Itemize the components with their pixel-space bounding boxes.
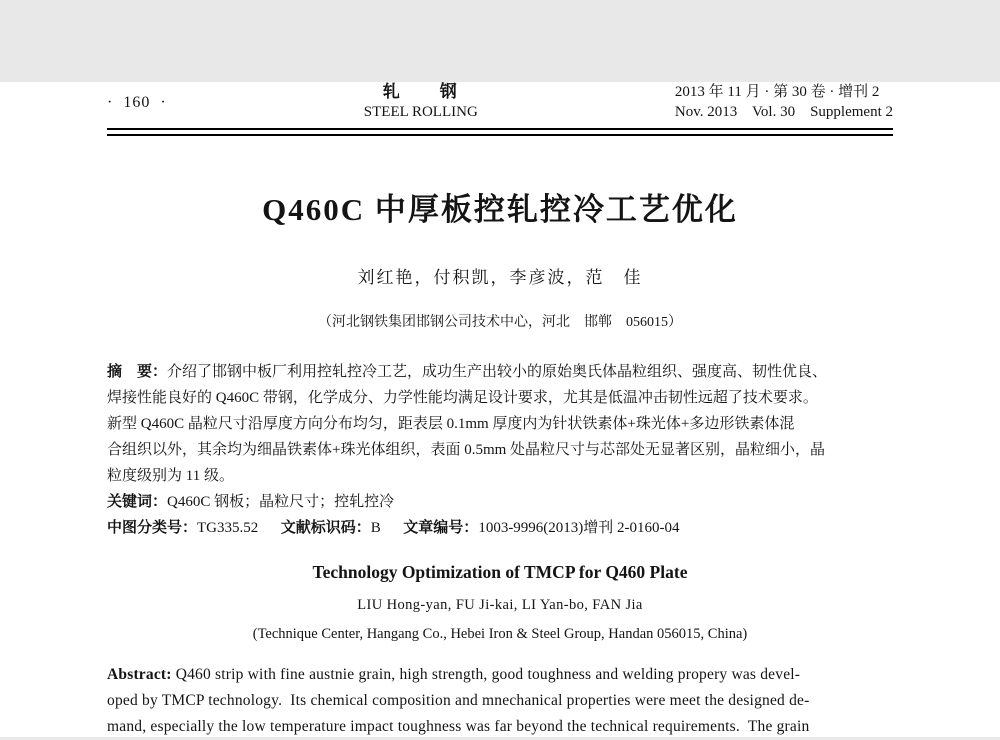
abstract-en-line: oped by TMCP technology. Its chemical composition and mnechanical properties were meet the designed de- xyxy=(107,692,810,709)
article-title-en: Technology Optimization of TMCP for Q460 Plate xyxy=(312,562,688,582)
abstract-en-block xyxy=(107,662,893,740)
abstract-cn-block xyxy=(107,359,893,541)
issue-info-en: Nov. 2013 Vol. 30 Supplement 2 xyxy=(674,104,893,120)
article-id-value: 1003-9996(2013)增刊 2-0160-04 xyxy=(478,520,680,536)
page-number: · 160 · xyxy=(107,94,167,111)
abstract-cn-label: 摘 要： xyxy=(107,364,168,380)
abstract-en-line xyxy=(107,662,893,688)
keywords-cn-text: Q460C 钢板；晶粒尺寸；控轧控冷 xyxy=(167,494,395,510)
authors-cn: 刘红艳，付积凯，李彦波，范 佳 xyxy=(357,268,643,287)
meta-gap xyxy=(258,520,281,536)
authors-en: LIU Hong-yan, FU Ji-kai, LI Yan-bo, FAN Jia xyxy=(357,597,643,613)
keywords-cn-label: 关键词： xyxy=(107,494,168,510)
meta-gap xyxy=(381,520,404,536)
meta-line xyxy=(107,515,893,541)
abstract-cn-line: 合组织以外，其余均为细晶铁素体+珠光体组织，表面 0.5mm 处晶粒尺寸与芯部处无显著区别，晶粒细小，晶 xyxy=(107,442,826,458)
issue-info-cn: 2013 年 11 月 · 第 30 卷 · 增刊 2 xyxy=(674,84,880,100)
doc-code-label: 文献标识码： xyxy=(280,520,371,536)
clc-label: 中图分类号： xyxy=(107,520,198,536)
affiliation-cn: （河北钢铁集团邯钢公司技术中心，河北 邯郸 056015） xyxy=(318,315,682,330)
abstract-en-label: Abstract: xyxy=(107,666,172,683)
abstract-en-text: Q460 strip with fine austnie grain, high strength, good toughness and welding propery was devel- xyxy=(171,666,801,683)
journal-name-en: STEEL ROLLING xyxy=(363,104,478,120)
clc-value: TG335.52 xyxy=(197,520,259,536)
issue-info xyxy=(675,82,893,124)
journal-page xyxy=(0,82,1000,737)
header-double-rule xyxy=(107,128,893,136)
affiliation-en: (Technique Center, Hangang Co., Hebei Iron & Steel Group, Handan 056015, China) xyxy=(252,626,748,642)
journal-name-cn: 轧 钢 xyxy=(382,82,459,101)
abstract-cn-line: 新型 Q460C 晶粒尺寸沿厚度方向分布均匀，距表层 0.1mm 厚度内为针状铁素体+珠光体+多边形铁素体混 xyxy=(107,416,795,432)
abstract-cn-line: 焊接性能良好的 Q460C 带钢，化学成分、力学性能均满足设计要求，尤其是低温冲击韧性远超了技术要求。 xyxy=(107,390,818,406)
journal-name xyxy=(364,82,478,124)
article-title-cn: Q460C 中厚板控轧控冷工艺优化 xyxy=(262,192,738,227)
abstract-cn-text: 介绍了邯钢中板厂利用控轧控冷工艺，成功生产出较小的原始奥氏体晶粒组织、强度高、韧性优良、 xyxy=(167,364,828,380)
page-header xyxy=(107,82,893,124)
abstract-cn-line: 粒度级别为 11 级。 xyxy=(107,468,234,484)
abstract-en-line: mand, especially the low temperature impact toughness was far beyond the technical requirements. The grain xyxy=(107,718,810,735)
doc-code-value: B xyxy=(370,520,381,536)
article-id-label: 文章编号： xyxy=(403,520,479,536)
abstract-cn-line xyxy=(107,359,893,385)
keywords-cn-line xyxy=(107,489,893,515)
